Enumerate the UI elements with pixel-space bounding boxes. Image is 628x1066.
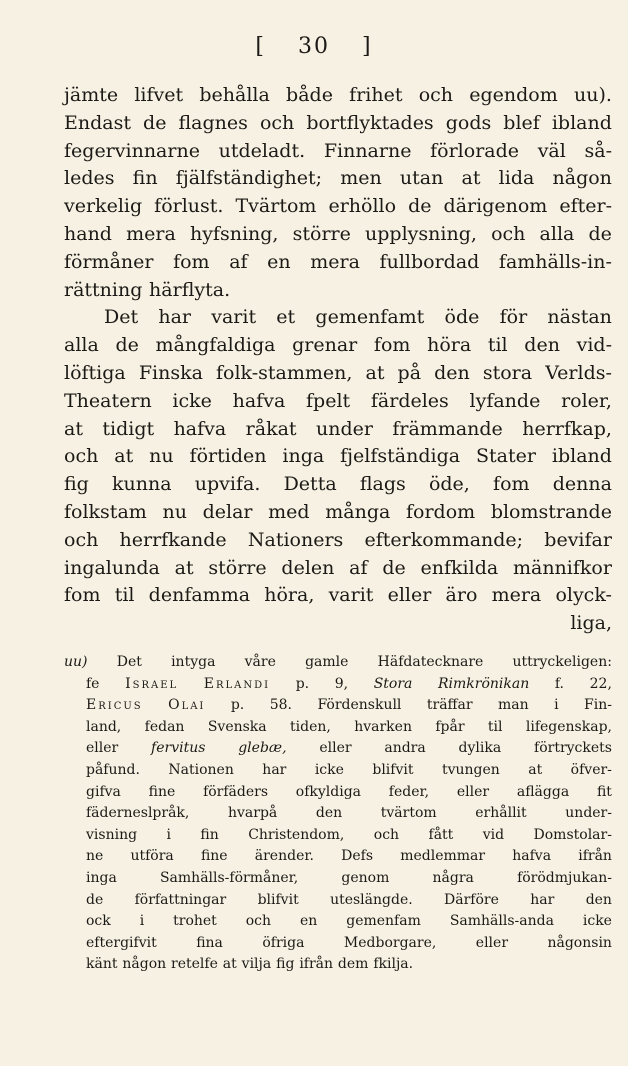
word: på — [397, 361, 422, 384]
word: glebæ, — [238, 740, 287, 757]
word: Samhälls-anda — [449, 913, 554, 930]
word: med — [268, 500, 310, 523]
footnote-line — [64, 674, 612, 696]
word: förlorade — [430, 139, 520, 162]
word: fått — [428, 826, 454, 843]
word: af — [349, 556, 368, 579]
word: träffar — [426, 697, 473, 714]
word: Theatern — [64, 389, 152, 412]
text-line — [64, 360, 612, 388]
word: herrfkande — [119, 528, 227, 551]
word: men — [340, 167, 382, 190]
word: man — [497, 697, 529, 714]
word: at — [64, 417, 83, 440]
footnote — [64, 652, 612, 976]
text-line — [64, 555, 612, 583]
word: och — [64, 528, 99, 551]
footnote-line — [64, 911, 612, 933]
word: land, — [86, 718, 122, 735]
word: at — [114, 445, 134, 468]
word: rättning — [64, 278, 143, 301]
word: aflägga — [516, 783, 570, 800]
footnote-line — [64, 760, 612, 782]
word: större — [208, 556, 267, 579]
word: några — [432, 869, 474, 886]
word: hvarpå — [227, 805, 278, 822]
word: uteslängde. — [330, 891, 413, 908]
word: af — [229, 250, 248, 273]
word: upplysning, — [365, 222, 477, 245]
word: fom — [373, 334, 411, 357]
word: författningar — [134, 891, 227, 908]
word: höra, — [264, 584, 315, 607]
text-line — [64, 249, 612, 277]
word: flags — [359, 473, 406, 496]
word: därigenom — [443, 195, 548, 218]
word: denna — [552, 473, 612, 496]
word: til — [487, 334, 508, 357]
word: fin — [132, 167, 158, 190]
word: känt — [86, 956, 118, 973]
catchword: liga, — [570, 612, 612, 635]
word: de — [143, 111, 167, 134]
word: den — [585, 891, 612, 908]
word: hafva — [173, 417, 227, 440]
word: uu). — [573, 84, 612, 106]
word: förlust. — [154, 195, 224, 218]
word: öde — [444, 306, 480, 329]
word: under- — [565, 805, 612, 822]
word: delen — [281, 556, 335, 579]
word: Nationers — [247, 528, 344, 551]
word: både — [286, 84, 333, 106]
word: Christendom, — [248, 826, 345, 843]
text-line — [64, 582, 612, 610]
word: nu — [149, 445, 174, 468]
word: medlemmar — [400, 848, 486, 865]
word: öfver- — [570, 761, 612, 778]
word: öde, — [428, 473, 470, 496]
word: Domstolar- — [533, 826, 612, 843]
word: de — [382, 556, 406, 579]
word: och — [64, 445, 99, 468]
text-line — [64, 332, 612, 360]
word: erhöllo — [328, 195, 397, 218]
word: härflyta. — [149, 278, 231, 301]
word: Finska — [138, 361, 203, 384]
word: Svenska — [207, 718, 267, 735]
word: feder, — [388, 783, 430, 800]
word: inga — [86, 869, 117, 886]
word: Det — [116, 654, 142, 670]
word: ifrån — [578, 848, 612, 865]
word: blef — [503, 111, 540, 134]
word: p. — [295, 675, 310, 692]
word: många — [325, 500, 391, 523]
word: Defs — [341, 848, 374, 865]
word: behålla — [199, 84, 270, 106]
main-text — [64, 82, 612, 638]
word: färdeles — [370, 389, 449, 412]
word: fäderneslpråk, — [86, 805, 190, 822]
word: ifrån — [299, 956, 334, 973]
word: mera — [310, 250, 360, 273]
word: til — [114, 584, 135, 607]
word: fine — [200, 848, 228, 865]
word: Häfdatecknare — [377, 654, 484, 670]
word: intyga — [171, 654, 216, 670]
word: Detta — [283, 473, 337, 496]
word: de — [408, 195, 432, 218]
text-line — [64, 527, 612, 555]
word: herrfkap, — [522, 417, 612, 440]
word: och — [259, 111, 295, 134]
bracket-close: ] — [362, 34, 373, 59]
bracket-open: [ — [255, 34, 266, 59]
word: en — [299, 913, 318, 930]
word: Nationen — [168, 761, 234, 778]
footnote-body — [64, 652, 612, 976]
word: fin — [200, 826, 219, 843]
word: Samhälls-förmåner, — [159, 869, 299, 886]
text-line — [64, 388, 612, 416]
footnote-line — [64, 803, 612, 825]
word: trohet — [173, 913, 217, 930]
word: Erlandi — [203, 675, 271, 692]
word: höra — [427, 334, 472, 357]
word: ne — [86, 848, 104, 865]
word: lifegenskap, — [525, 718, 612, 735]
word: fpelt — [306, 389, 351, 412]
word: och — [245, 913, 272, 930]
word: kunna — [112, 473, 172, 496]
word: tidigt — [102, 417, 155, 440]
word: upvifa. — [194, 473, 261, 496]
word: denfamma — [148, 584, 251, 607]
word: inga — [282, 445, 325, 468]
word: och — [491, 222, 526, 245]
word: Fördenskull — [317, 697, 402, 714]
word: at — [365, 361, 385, 384]
word: fullbordad — [379, 250, 480, 273]
word: p. — [230, 697, 245, 714]
word: så- — [584, 139, 612, 162]
word: främmande — [392, 417, 503, 440]
footnote-line — [64, 782, 612, 804]
word: Finnarne — [323, 139, 412, 162]
word: 9, — [334, 675, 349, 692]
word: bevifar — [544, 528, 612, 551]
word: har — [158, 306, 191, 329]
word: någon — [552, 167, 612, 190]
word: dem — [337, 956, 369, 973]
footnote-line — [64, 846, 612, 868]
footnote-line — [64, 868, 612, 890]
word: råkat — [245, 417, 297, 440]
word: ock — [86, 913, 111, 930]
word: mera — [491, 584, 542, 607]
word: egendom — [469, 84, 558, 106]
footnote-line — [64, 717, 612, 739]
word: större — [292, 222, 351, 245]
word: männifkor — [512, 556, 612, 579]
word: Därföre — [444, 891, 499, 908]
word: folkstam — [64, 500, 147, 523]
word: fervitus — [151, 740, 206, 757]
word: et — [276, 306, 296, 329]
word: visning — [86, 826, 138, 843]
word: flagnes — [178, 111, 248, 134]
page-header — [0, 34, 628, 59]
word: den — [315, 805, 343, 822]
footnote-marker: uu) — [64, 654, 88, 670]
paragraph-1 — [64, 82, 612, 304]
word: bortflyktades — [306, 111, 434, 134]
word: 22, — [589, 675, 612, 692]
text-line — [64, 471, 612, 499]
word: förtryckets — [534, 740, 612, 757]
word: fit — [596, 783, 612, 800]
word: efter- — [559, 195, 612, 218]
word: tvärtom — [380, 805, 437, 822]
word: Rimkrönikan — [438, 675, 530, 692]
word: roler, — [561, 389, 612, 412]
word: til — [487, 718, 503, 735]
word: mångfaldiga — [155, 334, 276, 357]
word: icke — [172, 389, 212, 412]
word: förtiden — [189, 445, 267, 468]
word: gods — [445, 111, 492, 134]
word: de — [115, 334, 139, 357]
word: genom — [341, 869, 390, 886]
word: och — [373, 826, 400, 843]
word: fine — [148, 783, 176, 800]
word: blifvit — [372, 761, 414, 778]
word: fedan — [144, 718, 185, 735]
word: utdeladt. — [218, 139, 306, 162]
word: stora — [482, 361, 533, 384]
text-line — [64, 304, 612, 332]
word: öfriga — [262, 934, 305, 951]
word: hafva — [232, 389, 286, 412]
text-line — [64, 110, 612, 138]
word: 58. — [269, 697, 292, 714]
word: i — [139, 913, 145, 930]
word: någonsin — [547, 934, 612, 951]
word: för — [499, 306, 528, 329]
word: Det — [104, 306, 139, 329]
word: hand — [64, 222, 112, 245]
word: Tvärtom — [235, 195, 317, 218]
word: uttryckeligen: — [512, 654, 612, 670]
word: någon — [122, 956, 167, 973]
word: hvarken — [354, 718, 412, 735]
word: fe — [86, 675, 100, 692]
word: eller — [319, 740, 352, 757]
word: i — [166, 826, 171, 843]
word: lida — [498, 167, 535, 190]
word: fina — [196, 934, 223, 951]
word: at — [222, 956, 237, 973]
word: eller — [387, 584, 432, 607]
word: i — [554, 697, 559, 714]
word: mera — [126, 222, 176, 245]
word: väl — [537, 139, 566, 162]
word: fom — [493, 473, 530, 496]
text-line — [64, 221, 612, 249]
word: frihet — [349, 84, 403, 106]
word: vid — [482, 826, 505, 843]
paragraph-2 — [64, 304, 612, 610]
text-line — [64, 443, 612, 471]
word: nästan — [547, 306, 612, 329]
word: utföra — [130, 848, 174, 865]
word: löftiga — [64, 361, 126, 384]
word: påfund. — [86, 761, 140, 778]
word: gamle — [305, 654, 349, 670]
word: at — [461, 167, 481, 190]
word: ingalunda — [64, 556, 160, 579]
word: gemenfam — [346, 913, 421, 930]
word: fig — [64, 473, 89, 496]
word: fkilja. — [373, 956, 414, 973]
footnote-line — [64, 652, 612, 674]
word: Verlds- — [545, 361, 612, 384]
word: ibland — [551, 111, 612, 134]
word: eller — [456, 783, 490, 800]
word: retelfe — [171, 956, 218, 973]
word: Stater — [476, 445, 536, 468]
word: äro — [445, 584, 478, 607]
word: den — [434, 361, 470, 384]
word: icke — [582, 913, 612, 930]
word: och — [418, 84, 454, 106]
word: vilja — [241, 956, 272, 973]
word: jämte — [64, 84, 119, 106]
word: våre — [244, 654, 276, 670]
word: alla — [64, 334, 99, 357]
word: eftergifvit — [86, 934, 157, 951]
word: blifvit — [257, 891, 299, 908]
footnote-line — [64, 890, 612, 912]
word: varit — [328, 584, 374, 607]
word: blomstrande — [490, 500, 612, 523]
footnote-line — [64, 954, 612, 976]
text-line — [64, 193, 612, 221]
catchword-line — [64, 610, 612, 638]
word: eller — [475, 934, 509, 951]
word: ledes — [64, 167, 115, 190]
word: Medborgare, — [343, 934, 437, 951]
word: en — [267, 250, 291, 273]
text-line — [64, 138, 612, 166]
word: Stora — [373, 675, 413, 692]
word: utan — [399, 167, 444, 190]
footnote-line — [64, 695, 612, 717]
word: förfäders — [203, 783, 269, 800]
word: den — [524, 334, 560, 357]
text-line — [64, 165, 612, 193]
word: Israel — [125, 675, 179, 692]
footnote-line — [64, 825, 612, 847]
word: förödmjukan- — [517, 869, 612, 886]
word: Fin- — [584, 697, 612, 714]
word: de — [86, 891, 104, 908]
word: verkelig — [64, 195, 143, 218]
word: fordom — [405, 500, 476, 523]
word: ärender. — [254, 848, 314, 865]
word: gifva — [86, 783, 121, 800]
word: folk-stammen, — [216, 361, 353, 384]
word: vid- — [576, 334, 612, 357]
text-line — [64, 416, 612, 444]
word: andra — [384, 740, 426, 757]
word: under — [315, 417, 373, 440]
word: fpår — [435, 718, 465, 735]
text-line — [64, 82, 612, 110]
word: fegervinnarne — [64, 139, 200, 162]
word: famhälls-in- — [498, 250, 612, 273]
word: ibland — [551, 445, 612, 468]
word: erhållit — [475, 805, 527, 822]
word: har — [530, 891, 555, 908]
word: tvungen — [441, 761, 500, 778]
word: har — [262, 761, 287, 778]
word: efterkommande; — [364, 528, 524, 551]
word: olyck- — [555, 584, 612, 607]
word: grenar — [292, 334, 358, 357]
word: hyfsning, — [189, 222, 279, 245]
word: lyfande — [469, 389, 541, 412]
word: fom — [173, 250, 210, 273]
word: fom — [64, 584, 101, 607]
word: delar — [202, 500, 253, 523]
word: ofkyldiga — [295, 783, 362, 800]
text-line — [64, 277, 612, 305]
word: at — [174, 556, 194, 579]
word: hafva — [512, 848, 552, 865]
word: tiden, — [290, 718, 331, 735]
word: enfkilda — [420, 556, 499, 579]
word: eller — [86, 740, 119, 757]
word: fjelfständiga — [340, 445, 461, 468]
word: Ericus — [86, 697, 143, 714]
word: nu — [162, 500, 187, 523]
word: at — [528, 761, 543, 778]
word: alla — [539, 222, 575, 245]
word: gemenfamt — [315, 306, 425, 329]
word: dylika — [458, 740, 502, 757]
footnote-line — [64, 738, 612, 760]
word: f. — [554, 675, 565, 692]
page-number: 30 — [298, 34, 330, 59]
word: Endast — [64, 111, 131, 134]
word: Olai — [168, 697, 206, 714]
text-line — [64, 499, 612, 527]
word: icke — [314, 761, 344, 778]
word: varit — [211, 306, 257, 329]
word: fjälfständighet; — [175, 167, 323, 190]
word: de — [588, 222, 612, 245]
word: fig — [276, 956, 295, 973]
footnote-line — [64, 933, 612, 955]
word: lifvet — [134, 84, 184, 106]
word: förmåner — [64, 250, 154, 273]
